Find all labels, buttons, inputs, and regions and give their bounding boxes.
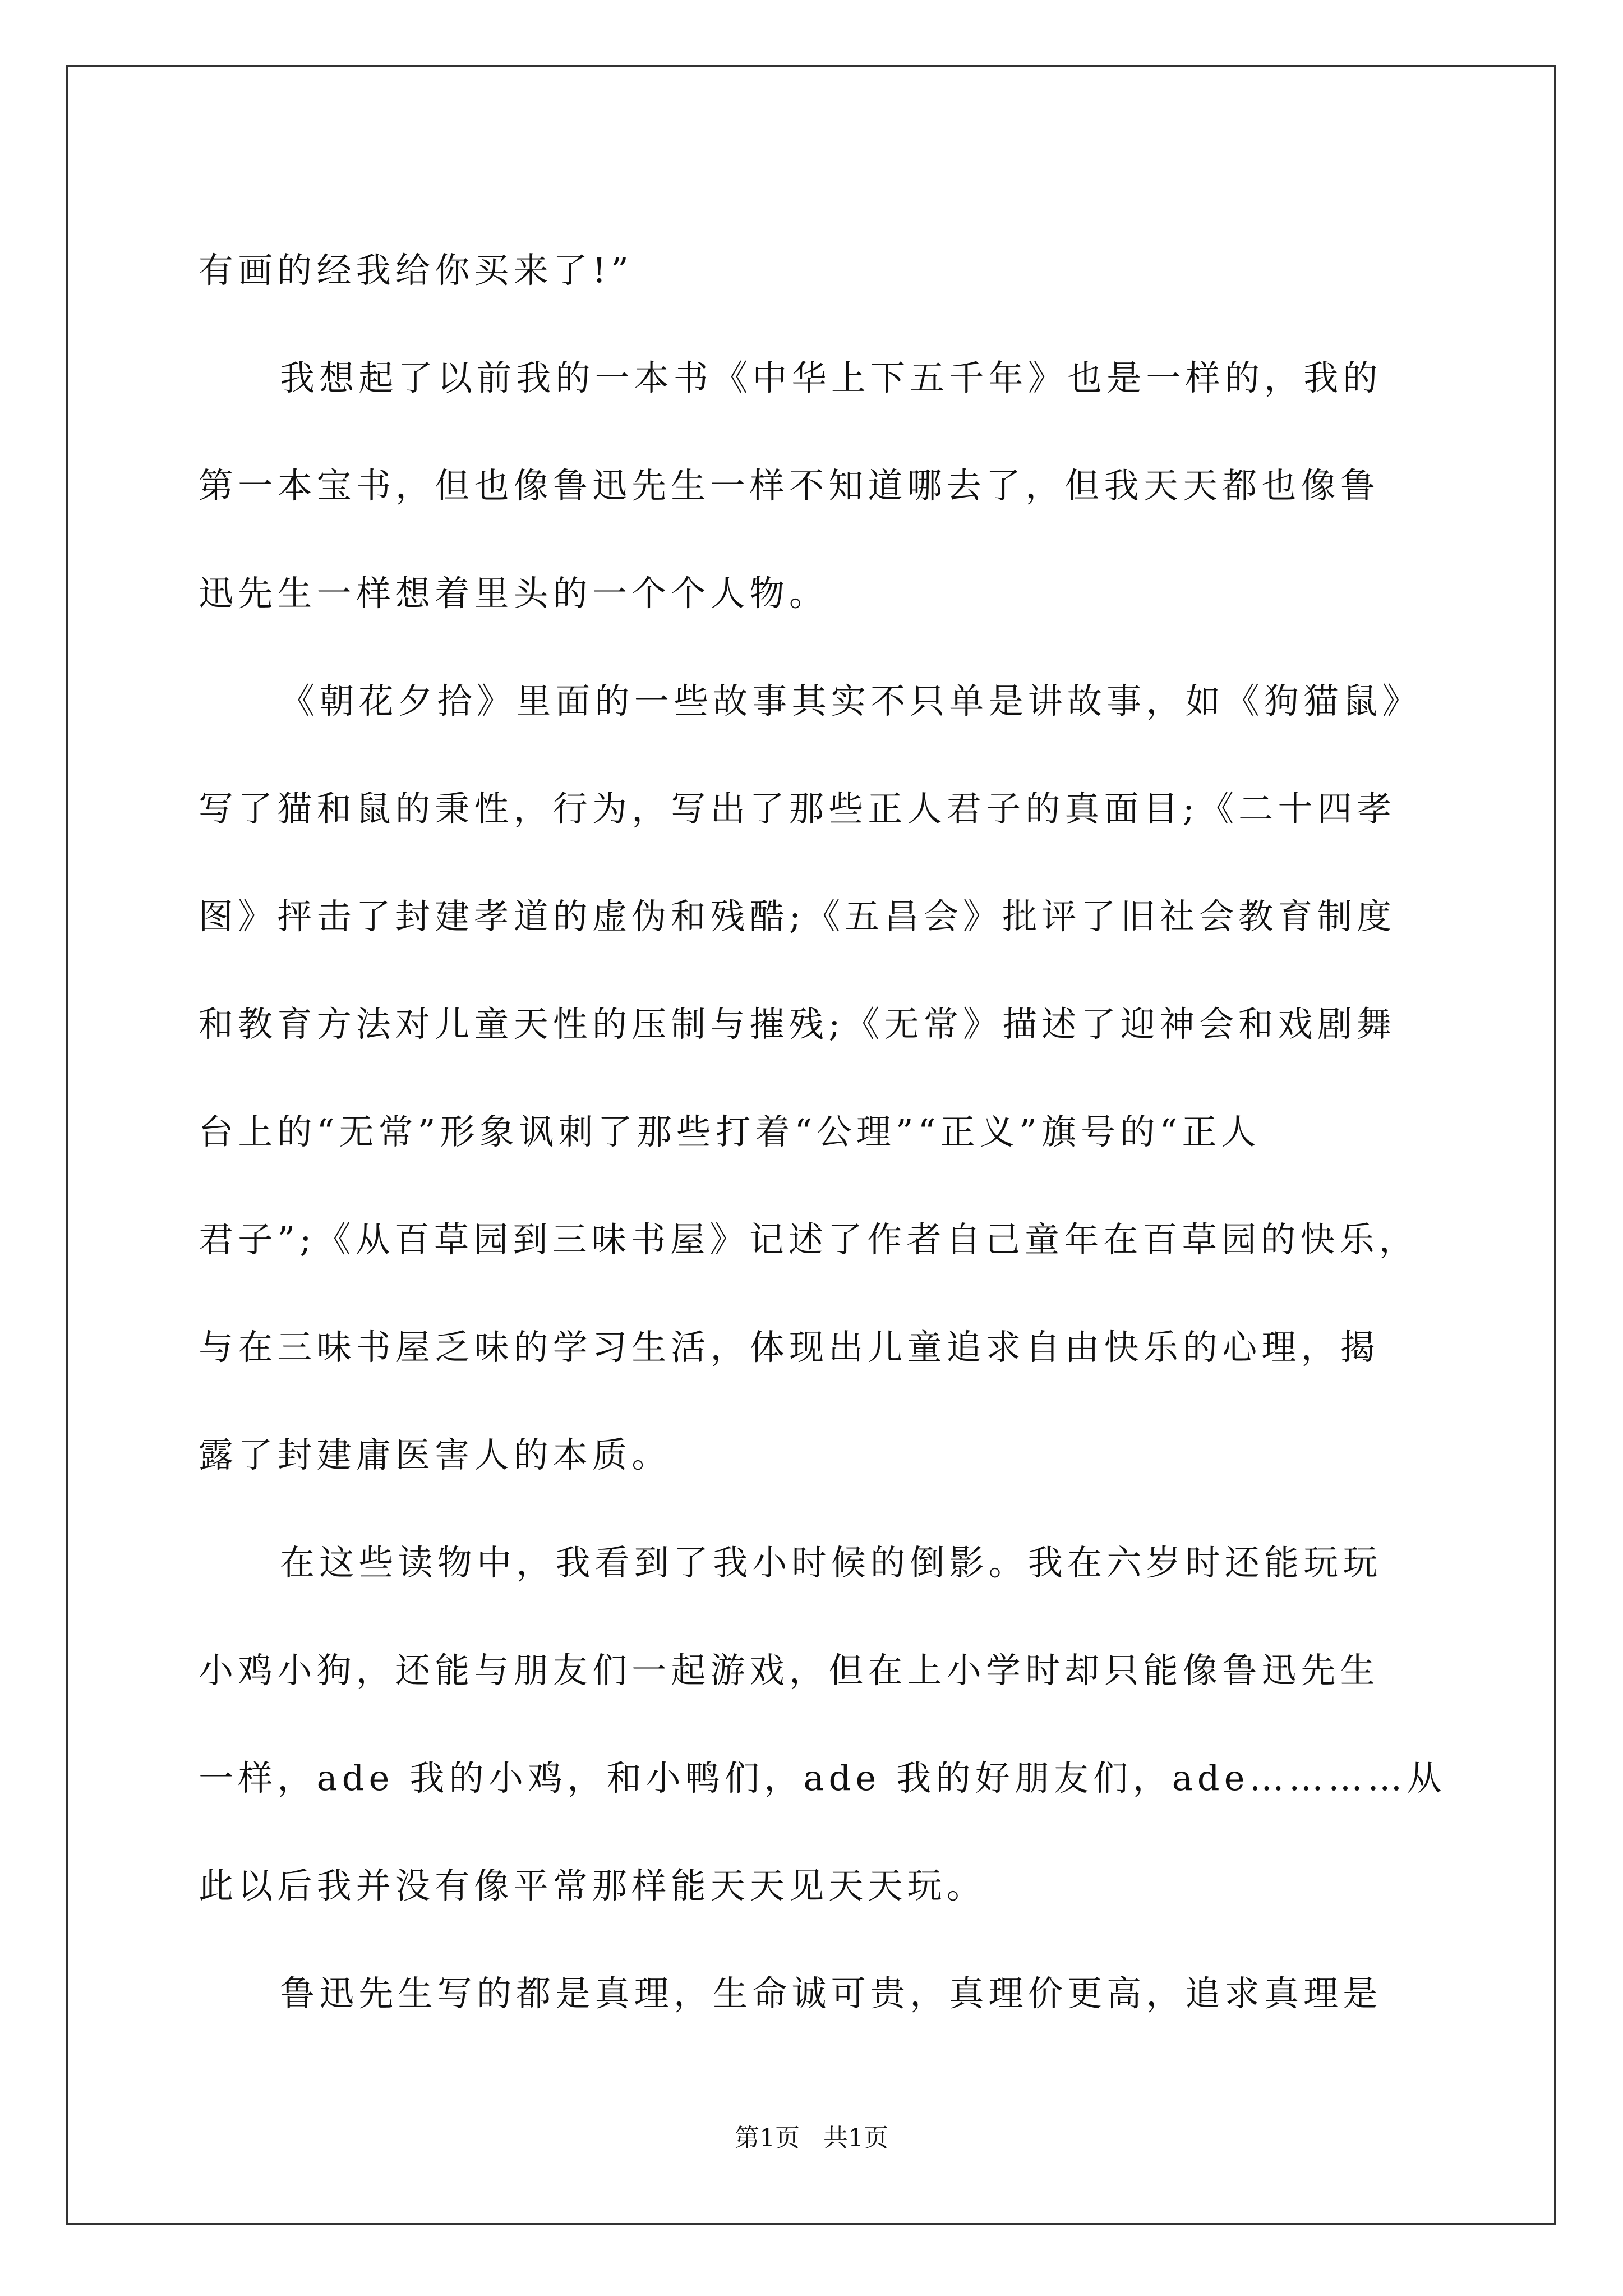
text-line: 君子”;《从百草园到三味书屋》记述了作者自己童年在百草园的快乐， — [199, 1219, 1418, 1260]
text-line: 小鸡小狗，还能与朋友们一起游戏，但在上小学时却只能像鲁迅先生 — [199, 1650, 1380, 1691]
page-number-footer: 第1页 共1页 — [735, 2124, 888, 2152]
text-line: 此以后我并没有像平常那样能天天见天天玩。 — [199, 1865, 986, 1906]
text-line: 写了猫和鼠的秉性，行为，写出了那些正人君子的真面目;《二十四孝 — [199, 788, 1396, 829]
text-line: 第一本宝书，但也像鲁迅先生一样不知道哪去了，但我天天都也像鲁 — [199, 465, 1380, 506]
text-line: 一样，ade 我的小鸡，和小鸭们，ade 我的好朋友们，ade…………从 — [199, 1757, 1446, 1798]
text-line: 迅先生一样想着里头的一个个人物。 — [199, 573, 829, 614]
text-line: 和教育方法对儿童天性的压制与摧残;《无常》描述了迎神会和戏剧舞 — [199, 1004, 1396, 1045]
text-line: 与在三味书屋乏味的学习生活，体现出儿童追求自由快乐的心理，揭 — [199, 1327, 1380, 1368]
text-line: 我想起了以前我的一本书《中华上下五千年》也是一样的，我的 — [280, 357, 1382, 398]
text-line: 《朝花夕拾》里面的一些故事其实不只单是讲故事，如《狗猫鼠》 — [280, 680, 1422, 721]
document-body — [199, 217, 1446, 2047]
text-line: 在这些读物中，我看到了我小时候的倒影。我在六岁时还能玩玩 — [280, 1542, 1382, 1583]
text-line: 台上的“无常”形象讽刺了那些打着“公理”“正义”旗号的“正人 — [199, 1111, 1261, 1152]
text-line: 图》抨击了封建孝道的虚伪和残酷;《五昌会》批评了旧社会教育制度 — [199, 896, 1396, 937]
text-line: 露了封建庸医害人的本质。 — [199, 1434, 671, 1475]
text-line: 鲁迅先生写的都是真理，生命诚可贵，真理价更高，追求真理是 — [280, 1973, 1382, 2014]
text-line: 有画的经我给你买来了!” — [199, 250, 634, 291]
